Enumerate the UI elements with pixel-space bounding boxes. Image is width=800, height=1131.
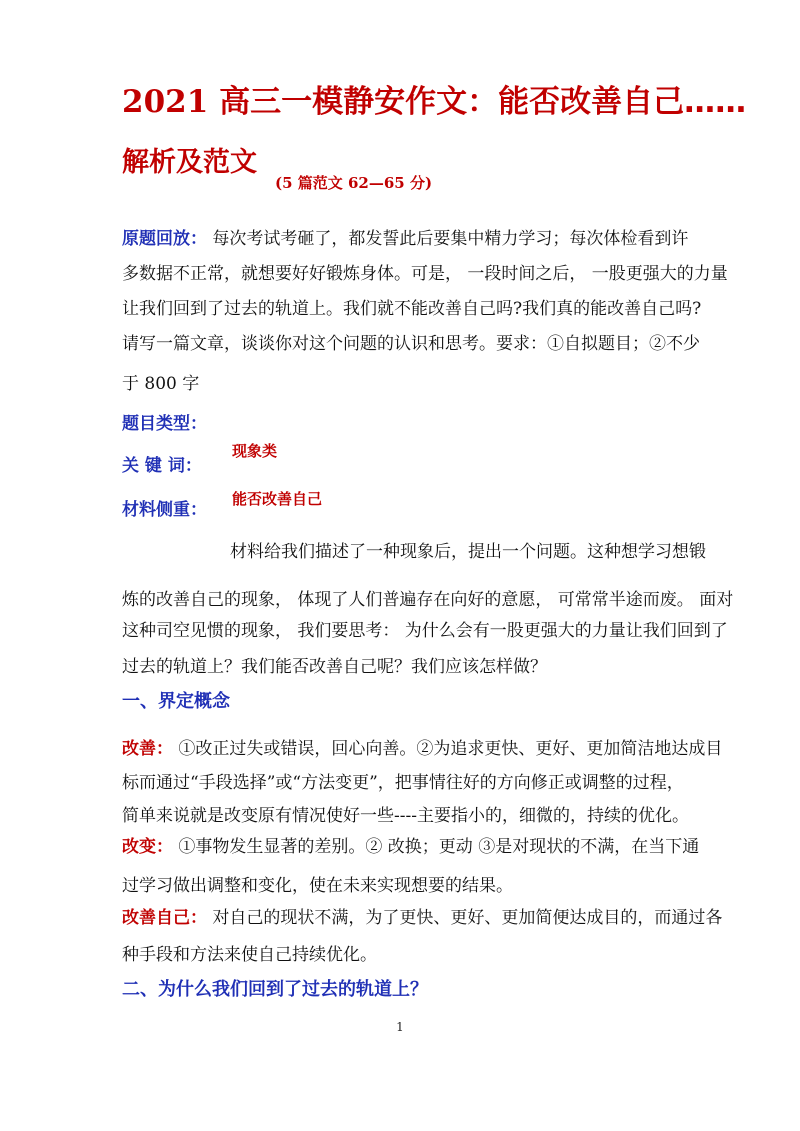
improve-label: 改善： xyxy=(122,739,173,759)
keyword-label: 关 键 词： xyxy=(122,456,202,476)
change-line-2: 过学习做出调整和变化，使在未来实现想要的结果。 xyxy=(122,876,513,896)
type-label: 题目类型： xyxy=(122,414,207,434)
self-improve-text-1: 对自己的现状不满，为了更快、更好、更加简便达成目的，而通过各 xyxy=(207,908,723,928)
self-improve-label: 改善自己： xyxy=(122,908,207,928)
type-value: 现象类 xyxy=(232,442,278,460)
change-line-1 xyxy=(122,837,699,857)
analysis-line-2: 炼的改善自己的现象， 体现了人们普遍存在向好的意愿， 可常常半途而废。 面对 xyxy=(122,590,734,610)
page-number: 1 xyxy=(396,1020,404,1034)
prompt-line-2: 多数据不正常，就想要好好锻炼身体。可是， 一段时间之后， 一股更强大的力量 xyxy=(122,264,728,284)
keyword-value: 能否改善自己 xyxy=(232,490,323,508)
change-text-1: ①事物发生显著的差别。② 改换；更动 ③是对现状的不满，在当下通 xyxy=(173,837,700,857)
document-title xyxy=(122,76,746,121)
document-subtitle: (5 篇范文 62—65 分) xyxy=(275,174,433,192)
improve-text-1: ①改正过失或错误，回心向善。②为追求更快、更好、更加简洁地达成目 xyxy=(173,739,723,759)
prompt-line-4: 请写一篇文章，谈谈你对这个问题的认识和思考。要求：①自拟题目；②不少 xyxy=(122,334,700,354)
self-improve-line-1 xyxy=(122,908,722,928)
analysis-line-1: 材料给我们描述了一种现象后，提出一个问题。这种想学习想锻 xyxy=(230,542,706,562)
analysis-line-4: 过去的轨道上？我们能否改善自己呢？我们应该怎样做？ xyxy=(122,657,547,677)
section-heading-define-concepts: 一、界定概念 xyxy=(122,691,230,712)
focus-label: 材料侧重： xyxy=(122,500,207,520)
improve-line-2: 标而通过“手段选择”或“方法变更”，把事情往好的方向修正或调整的过程， xyxy=(122,773,684,793)
analysis-line-3: 这种司空见惯的现象， 我们要思考： 为什么会有一股更强大的力量让我们回到了 xyxy=(122,621,728,641)
prompt-line-1 xyxy=(122,229,688,249)
improve-line-3: 简单来说就是改变原有情况使好一些----主要指小的，细微的，持续的优化。 xyxy=(122,806,689,826)
prompt-label: 原题回放： xyxy=(122,229,207,249)
improve-line-1 xyxy=(122,739,722,759)
prompt-line-3: 让我们回到了过去的轨道上。我们就不能改善自己吗?我们真的能改善自己吗? xyxy=(122,299,702,319)
title-year: 2021 xyxy=(122,84,209,120)
self-improve-line-2: 种手段和方法来使自己持续优化。 xyxy=(122,945,377,965)
prompt-line-5: 于 800 字 xyxy=(122,374,200,394)
document-title-line2: 解析及范文 xyxy=(122,147,257,178)
prompt-text-1: 每次考试考砸了，都发誓此后要集中精力学习；每次体检看到许 xyxy=(207,229,689,249)
title-main: 高三一模静安作文：能否改善自己…… xyxy=(208,84,747,120)
change-label: 改变： xyxy=(122,837,173,857)
section-heading-why-back: 二、为什么我们回到了过去的轨道上？ xyxy=(122,979,428,1000)
